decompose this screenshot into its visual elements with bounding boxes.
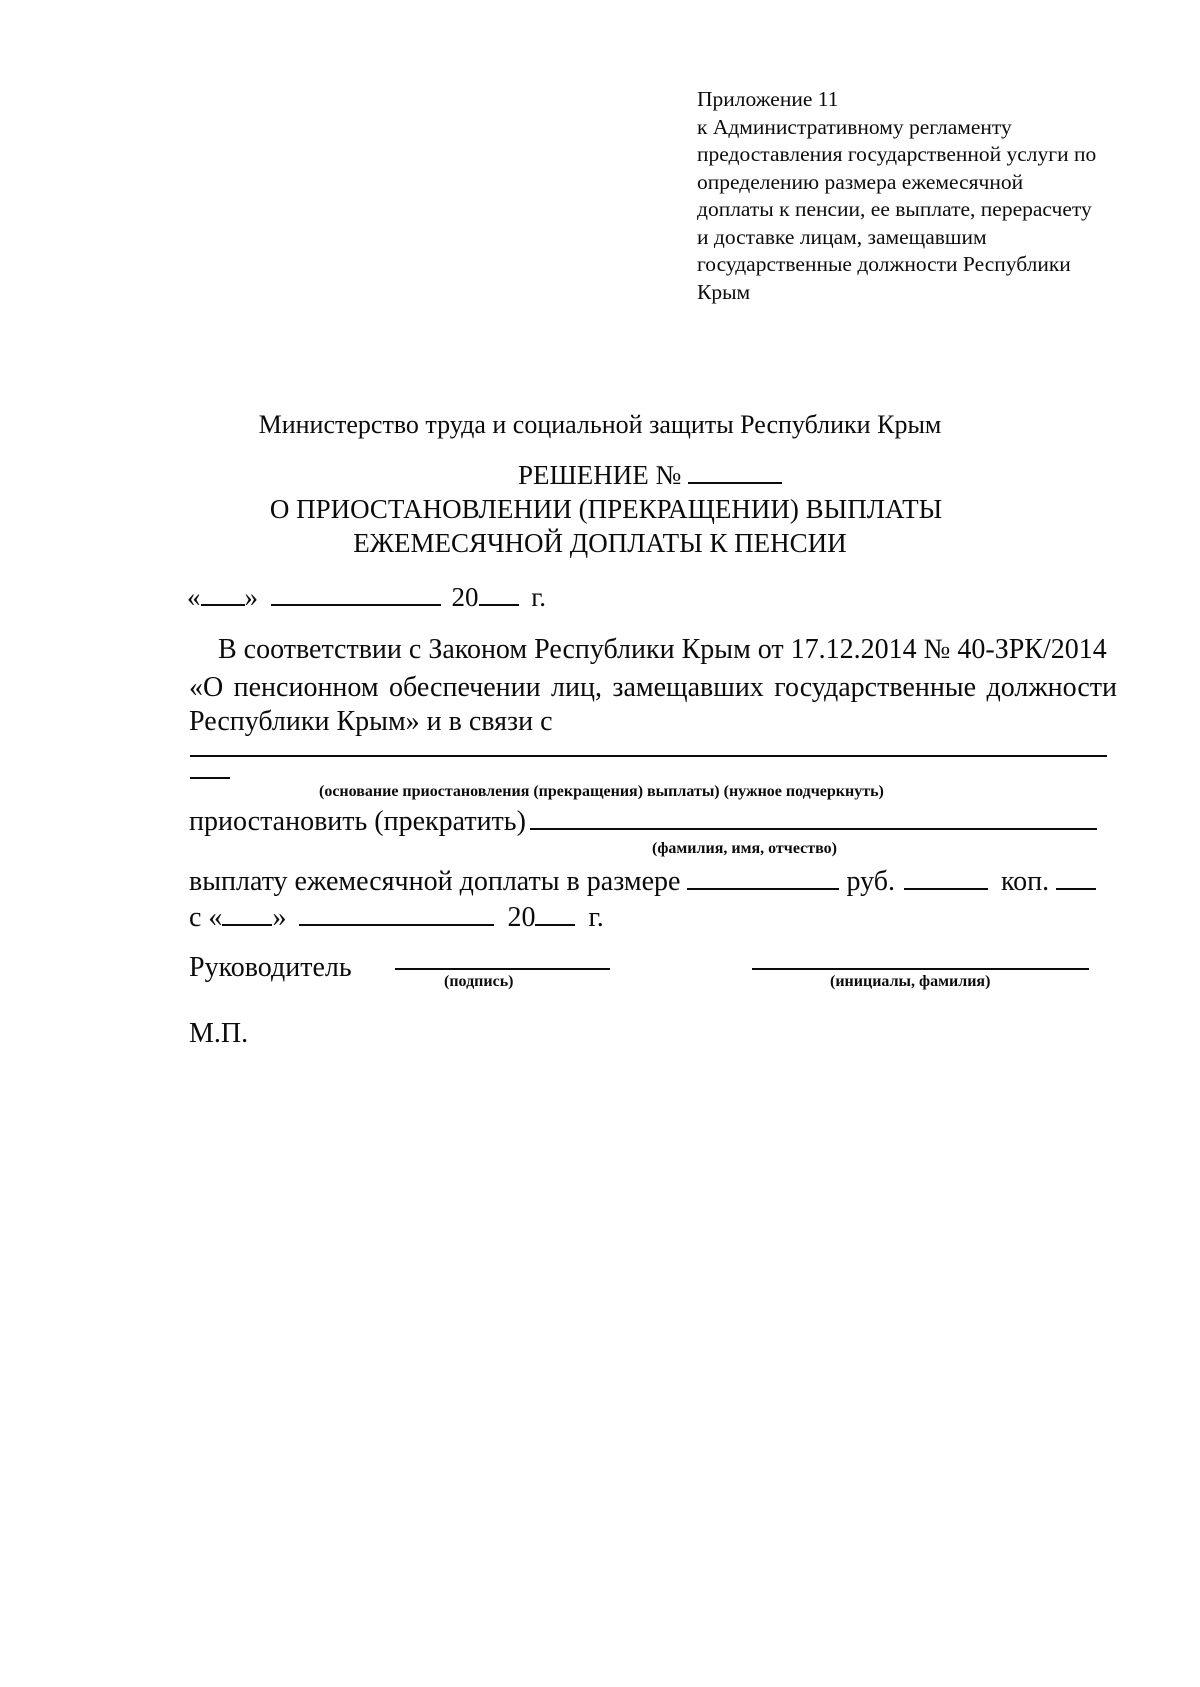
initials-caption: (инициалы, фамилия) <box>830 973 991 990</box>
initials-blank[interactable] <box>752 968 1089 970</box>
from-year-blank[interactable] <box>535 923 575 926</box>
appendix-line: Приложение 11 <box>697 87 839 111</box>
payment-line <box>189 866 1096 898</box>
amount-kop-blank[interactable] <box>904 887 988 890</box>
signature-caption: (подпись) <box>444 973 514 990</box>
fio-blank[interactable] <box>530 827 1097 830</box>
rub-label: руб. <box>846 866 895 897</box>
date-open-quote: « <box>187 582 201 612</box>
suspend-line <box>189 806 1097 838</box>
body-line-3: Республики Крым» и в связи с <box>189 706 553 737</box>
date-month-blank[interactable] <box>271 603 441 606</box>
decision-number-blank[interactable] <box>688 481 782 484</box>
appendix-line: к Административному регламенту <box>697 114 1012 139</box>
from-prefix: с « <box>189 902 223 933</box>
title-line-3: ЕЖЕМЕСЯЧНОЙ ДОПЛАТЫ К ПЕНСИИ <box>353 528 847 558</box>
from-year-suffix: г. <box>588 902 604 933</box>
kop-label: коп. <box>1000 866 1050 897</box>
appendix-line: государственные должности Республики <box>697 252 1071 276</box>
kop-extra-blank[interactable] <box>1056 887 1096 890</box>
suspend-label: приостановить (прекратить) <box>189 806 526 837</box>
amount-rub-blank[interactable] <box>687 887 839 890</box>
seal-label: М.П. <box>189 1018 249 1049</box>
head-label: Руководитель <box>189 952 352 983</box>
from-close-quote: » <box>272 902 287 933</box>
date-year-prefix: 20 <box>451 582 479 612</box>
from-month-blank[interactable] <box>299 923 494 926</box>
date-year-blank[interactable] <box>479 603 519 606</box>
date-year-suffix: г. <box>531 582 547 612</box>
signature-blank[interactable] <box>395 968 610 970</box>
appendix-line: доплаты к пенсии, ее выплате, перерасчету <box>697 197 1092 221</box>
from-date-line <box>189 902 604 934</box>
date-day-blank[interactable] <box>201 603 245 606</box>
appendix-line: определению размера ежемесячной <box>697 169 1024 194</box>
body-line-2: «О пенсионном обеспечении лиц, замещавших государственные должности <box>189 672 1117 703</box>
date-close-quote: » <box>244 582 258 612</box>
ministry-name: Министерство труда и социальной защиты Республики Крым <box>258 410 942 439</box>
fio-caption: (фамилия, имя, отчество) <box>652 840 837 857</box>
decision-number-line <box>50 460 1200 491</box>
date-line <box>187 582 546 613</box>
from-year-prefix: 20 <box>507 902 536 933</box>
decision-label: РЕШЕНИЕ № <box>518 460 682 490</box>
appendix-line: и доставке лицам, замещавшим <box>697 224 987 249</box>
title-line-2: О ПРИОСТАНОВЛЕНИИ (ПРЕКРАЩЕНИИ) ВЫПЛАТЫ <box>269 494 943 524</box>
body-line-1: В соответствии с Законом Республики Крым от 17.12.2014 № 40-ЗРК/2014 <box>218 634 1107 665</box>
appendix-header <box>697 86 1167 306</box>
appendix-line: предоставления государственной услуги по <box>697 142 1097 166</box>
basis-blank-line[interactable] <box>190 755 1107 757</box>
from-day-blank[interactable] <box>222 923 272 926</box>
basis-caption: (основание приостановления (прекращения) выплаты) (нужное подчеркнуть) <box>319 783 884 800</box>
payment-label: выплату ежемесячной доплаты в размере <box>189 866 681 897</box>
basis-blank-line-continued[interactable] <box>190 777 230 779</box>
appendix-line: Крым <box>697 279 751 304</box>
